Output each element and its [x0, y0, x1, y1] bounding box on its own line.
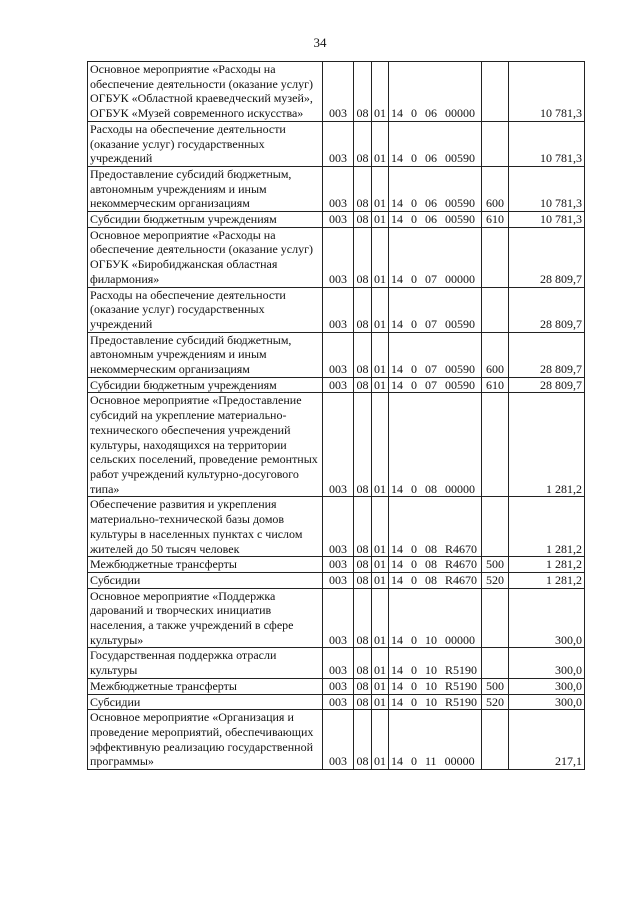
subprogram-code: 0 — [411, 694, 417, 709]
main-event-code: 07 — [425, 362, 437, 377]
subsection-code: 01 — [372, 166, 389, 211]
program-code: 14 — [391, 663, 403, 678]
section-code: 08 — [354, 710, 372, 770]
target-article-code — [389, 694, 482, 710]
amount-value: 1 281,2 — [509, 393, 585, 497]
row-name: Основное мероприятие «Расходы на обеспечение деятельности (оказание услуг) ОГБУК «Областной краеведческий музей», ОГБУК «Музей современного искусства» — [88, 62, 323, 122]
amount-value: 300,0 — [509, 648, 585, 678]
main-event-code: 07 — [425, 271, 437, 286]
row-name: Предоставление субсидий бюджетным, автономным учреждениям и иным некоммерческим организациям — [88, 166, 323, 211]
row-name: Государственная поддержка отрасли культуры — [88, 648, 323, 678]
target-article-code — [389, 557, 482, 573]
subprogram-code: 0 — [411, 557, 417, 572]
main-event-code: 08 — [425, 481, 437, 496]
table-row — [88, 678, 585, 694]
table-row — [88, 497, 585, 557]
direction-code: R4670 — [445, 572, 478, 587]
subsection-code: 01 — [372, 393, 389, 497]
ministry-code: 003 — [323, 287, 354, 332]
direction-code: R4670 — [445, 557, 478, 572]
subsection-code: 01 — [372, 62, 389, 122]
row-name: Основное мероприятие «Организация и проведение мероприятий, обеспечивающих эффективную реализацию государственной программы» — [88, 710, 323, 770]
program-code: 14 — [391, 557, 403, 572]
main-event-code: 08 — [425, 572, 437, 587]
amount-value: 1 281,2 — [509, 557, 585, 573]
direction-code: 00590 — [445, 316, 475, 331]
direction-code: 00590 — [445, 151, 475, 166]
target-article-code — [389, 166, 482, 211]
direction-code: 00000 — [444, 754, 475, 769]
main-event-code: 10 — [425, 663, 437, 678]
ministry-code: 003 — [323, 572, 354, 588]
subprogram-code: 0 — [411, 271, 417, 286]
ministry-code: 003 — [323, 557, 354, 573]
subprogram-code: 0 — [411, 196, 417, 211]
subsection-code: 01 — [372, 678, 389, 694]
direction-code: R5190 — [445, 663, 478, 678]
amount-value: 10 781,3 — [509, 62, 585, 122]
section-code: 08 — [354, 227, 372, 287]
target-article-code — [389, 377, 482, 393]
table-row — [88, 710, 585, 770]
ministry-code: 003 — [323, 588, 354, 648]
table-row — [88, 377, 585, 393]
amount-value: 217,1 — [509, 710, 585, 770]
row-name: Основное мероприятие «Предоставление субсидий на укрепление материально-технического обеспечения учреждений культуры, находящихся на территории сельских поселений, проведение ремонтных работ учреждений культурно-досугового типа» — [88, 393, 323, 497]
expense-type-code — [482, 588, 509, 648]
program-code: 14 — [391, 362, 403, 377]
ministry-code: 003 — [323, 227, 354, 287]
section-code: 08 — [354, 212, 372, 228]
program-code: 14 — [391, 106, 403, 121]
expense-type-code — [482, 287, 509, 332]
expense-type-code — [482, 121, 509, 166]
ministry-code: 003 — [323, 212, 354, 228]
amount-value: 28 809,7 — [509, 377, 585, 393]
table-row — [88, 393, 585, 497]
ministry-code: 003 — [323, 121, 354, 166]
main-event-code: 07 — [425, 377, 437, 392]
expense-type-code — [482, 62, 509, 122]
direction-code: 00000 — [445, 632, 475, 647]
amount-value: 300,0 — [509, 678, 585, 694]
subsection-code: 01 — [372, 572, 389, 588]
subsection-code: 01 — [372, 212, 389, 228]
row-name: Основное мероприятие «Расходы на обеспечение деятельности (оказание услуг) ОГБУК «Биробиджанская областная филармония» — [88, 227, 323, 287]
amount-value: 1 281,2 — [509, 497, 585, 557]
subprogram-code: 0 — [411, 678, 417, 693]
subsection-code: 01 — [372, 648, 389, 678]
amount-value: 300,0 — [509, 588, 585, 648]
section-code: 08 — [354, 287, 372, 332]
expense-type-code — [482, 497, 509, 557]
direction-code: R5190 — [445, 694, 478, 709]
program-code: 14 — [391, 632, 403, 647]
subprogram-code: 0 — [411, 151, 417, 166]
ministry-code: 003 — [323, 166, 354, 211]
direction-code: 00590 — [445, 362, 475, 377]
program-code: 14 — [391, 151, 403, 166]
subprogram-code: 0 — [411, 572, 417, 587]
row-name: Субсидии — [88, 694, 323, 710]
main-event-code: 06 — [425, 212, 437, 227]
expense-type-code: 610 — [482, 212, 509, 228]
direction-code: R5190 — [445, 678, 478, 693]
direction-code: 00000 — [445, 106, 475, 121]
row-name: Межбюджетные трансферты — [88, 557, 323, 573]
table-row — [88, 212, 585, 228]
section-code: 08 — [354, 588, 372, 648]
target-article-code — [389, 588, 482, 648]
section-code: 08 — [354, 332, 372, 377]
target-article-code — [389, 497, 482, 557]
amount-value: 28 809,7 — [509, 287, 585, 332]
subsection-code: 01 — [372, 557, 389, 573]
subsection-code: 01 — [372, 121, 389, 166]
subprogram-code: 0 — [411, 663, 417, 678]
expense-type-code: 500 — [482, 678, 509, 694]
row-name: Межбюджетные трансферты — [88, 678, 323, 694]
table-row — [88, 166, 585, 211]
section-code: 08 — [354, 557, 372, 573]
expense-type-code: 610 — [482, 377, 509, 393]
table-row — [88, 557, 585, 573]
section-code: 08 — [354, 393, 372, 497]
ministry-code: 003 — [323, 393, 354, 497]
subsection-code: 01 — [372, 710, 389, 770]
section-code: 08 — [354, 678, 372, 694]
program-code: 14 — [391, 694, 403, 709]
section-code: 08 — [354, 377, 372, 393]
target-article-code — [389, 332, 482, 377]
direction-code: 00590 — [445, 212, 475, 227]
row-name: Субсидии — [88, 572, 323, 588]
row-name: Предоставление субсидий бюджетным, автономным учреждениям и иным некоммерческим организациям — [88, 332, 323, 377]
amount-value: 10 781,3 — [509, 166, 585, 211]
ministry-code: 003 — [323, 332, 354, 377]
direction-code: 00590 — [445, 196, 475, 211]
program-code: 14 — [391, 754, 403, 769]
direction-code: 00000 — [445, 481, 475, 496]
expense-type-code: 500 — [482, 557, 509, 573]
direction-code: R4670 — [445, 541, 478, 556]
subprogram-code: 0 — [411, 212, 417, 227]
ministry-code: 003 — [323, 694, 354, 710]
subsection-code: 01 — [372, 227, 389, 287]
target-article-code — [389, 212, 482, 228]
row-name: Обеспечение развития и укрепления материально-технической базы домов культуры в населенных пунктах с числом жителей до 50 тысяч человек — [88, 497, 323, 557]
target-article-code — [389, 572, 482, 588]
main-event-code: 08 — [425, 541, 437, 556]
program-code: 14 — [391, 572, 403, 587]
subsection-code: 01 — [372, 377, 389, 393]
program-code: 14 — [391, 316, 403, 331]
amount-value: 1 281,2 — [509, 572, 585, 588]
section-code: 08 — [354, 694, 372, 710]
section-code: 08 — [354, 62, 372, 122]
subsection-code: 01 — [372, 287, 389, 332]
target-article-code — [389, 227, 482, 287]
program-code: 14 — [391, 481, 403, 496]
subprogram-code: 0 — [411, 377, 417, 392]
subsection-code: 01 — [372, 694, 389, 710]
main-event-code: 10 — [425, 632, 437, 647]
ministry-code: 003 — [323, 648, 354, 678]
target-article-code — [389, 62, 482, 122]
target-article-code — [389, 121, 482, 166]
section-code: 08 — [354, 121, 372, 166]
main-event-code: 06 — [425, 196, 437, 211]
main-event-code: 10 — [425, 678, 437, 693]
expense-type-code — [482, 393, 509, 497]
direction-code: 00590 — [445, 377, 475, 392]
expense-type-code — [482, 648, 509, 678]
program-code: 14 — [391, 271, 403, 286]
row-name: Расходы на обеспечение деятельности (оказание услуг) государственных учреждений — [88, 121, 323, 166]
expense-type-code — [482, 227, 509, 287]
section-code: 08 — [354, 648, 372, 678]
table-row — [88, 121, 585, 166]
subsection-code: 01 — [372, 332, 389, 377]
ministry-code: 003 — [323, 497, 354, 557]
page-number: 34 — [313, 35, 327, 50]
row-name: Субсидии бюджетным учреждениям — [88, 212, 323, 228]
program-code: 14 — [391, 678, 403, 693]
subprogram-code: 0 — [411, 541, 417, 556]
amount-value: 300,0 — [509, 694, 585, 710]
direction-code: 00000 — [445, 271, 475, 286]
subsection-code: 01 — [372, 588, 389, 648]
main-event-code: 07 — [425, 316, 437, 331]
amount-value: 10 781,3 — [509, 121, 585, 166]
expense-type-code — [482, 710, 509, 770]
subprogram-code: 0 — [411, 106, 417, 121]
table-row — [88, 332, 585, 377]
amount-value: 28 809,7 — [509, 227, 585, 287]
subprogram-code: 0 — [411, 632, 417, 647]
subprogram-code: 0 — [411, 316, 417, 331]
main-event-code: 06 — [425, 151, 437, 166]
program-code: 14 — [391, 196, 403, 211]
target-article-code — [389, 287, 482, 332]
table-row — [88, 648, 585, 678]
table-row — [88, 694, 585, 710]
main-event-code: 11 — [425, 754, 437, 769]
ministry-code: 003 — [323, 377, 354, 393]
table-body — [88, 62, 585, 770]
budget-table — [87, 61, 585, 770]
subprogram-code: 0 — [411, 754, 417, 769]
program-code: 14 — [391, 212, 403, 227]
program-code: 14 — [391, 377, 403, 392]
table-row — [88, 287, 585, 332]
target-article-code — [389, 393, 482, 497]
main-event-code: 08 — [425, 557, 437, 572]
amount-value: 28 809,7 — [509, 332, 585, 377]
subprogram-code: 0 — [411, 481, 417, 496]
table-row — [88, 227, 585, 287]
main-event-code: 10 — [425, 694, 437, 709]
target-article-code — [389, 710, 482, 770]
table-row — [88, 588, 585, 648]
subsection-code: 01 — [372, 497, 389, 557]
expense-type-code: 520 — [482, 694, 509, 710]
target-article-code — [389, 648, 482, 678]
expense-type-code: 520 — [482, 572, 509, 588]
section-code: 08 — [354, 497, 372, 557]
subprogram-code: 0 — [411, 362, 417, 377]
main-event-code: 06 — [425, 106, 437, 121]
table-row — [88, 572, 585, 588]
row-name: Субсидии бюджетным учреждениям — [88, 377, 323, 393]
row-name: Расходы на обеспечение деятельности (оказание услуг) государственных учреждений — [88, 287, 323, 332]
expense-type-code: 600 — [482, 166, 509, 211]
ministry-code: 003 — [323, 62, 354, 122]
ministry-code: 003 — [323, 678, 354, 694]
table-row — [88, 62, 585, 122]
ministry-code: 003 — [323, 710, 354, 770]
section-code: 08 — [354, 572, 372, 588]
expense-type-code: 600 — [482, 332, 509, 377]
row-name: Основное мероприятие «Поддержка дарований и творческих инициатив населения, а также учреждений в сфере культуры» — [88, 588, 323, 648]
amount-value: 10 781,3 — [509, 212, 585, 228]
program-code: 14 — [391, 541, 403, 556]
target-article-code — [389, 678, 482, 694]
section-code: 08 — [354, 166, 372, 211]
